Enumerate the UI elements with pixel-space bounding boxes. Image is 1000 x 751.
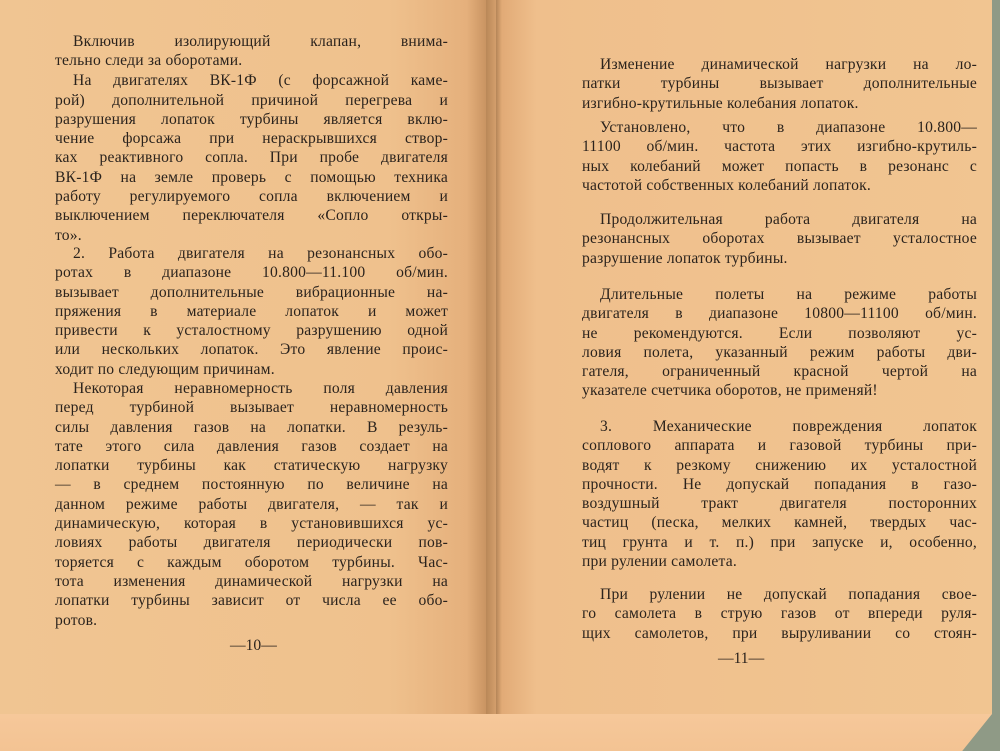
text-line: прочности. Не допускай попадания в газо- <box>582 475 977 493</box>
paragraph <box>582 417 977 571</box>
text-line: силы давления газов на лопатки. В резуль- <box>55 418 448 436</box>
text-line: тельно следи за оборотами. <box>55 52 243 70</box>
text-line: изгибно-крутильные колебания лопаток. <box>582 94 859 112</box>
paragraph <box>55 71 448 245</box>
text-line: чение форсажа при нераскрывшихся створ- <box>55 130 448 148</box>
text-line: ловия полета, указанный режим работы дви- <box>582 343 977 361</box>
text-line: ловиях работы двигателя периодически пов- <box>55 534 448 552</box>
paragraph <box>55 32 448 71</box>
text-line: перед турбиной вызывает неравномерность <box>55 399 448 417</box>
paragraph <box>55 244 448 379</box>
paragraph <box>582 210 977 268</box>
page-number-left: —10— <box>230 637 277 654</box>
text-line: торяется с каждым оборотом турбины. Час- <box>55 553 448 571</box>
text-line: лопатки турбины зависит от числа ее обо- <box>55 592 448 610</box>
text-line: При рулении не допускай попадания свое- <box>600 586 977 603</box>
text-line: тате этого сила давления газов создает на <box>55 437 448 455</box>
text-line: патки турбины вызывает дополнительные <box>582 75 977 93</box>
text-line: резонансных оборотах вызывает усталостное <box>582 230 977 248</box>
text-line: частиц (песка, мелких камней, твердых час- <box>582 514 977 532</box>
text-line: рой) дополнительной причиной перегрева и <box>55 91 448 109</box>
text-line: Продолжительная работа двигателя на <box>600 211 977 228</box>
paragraph <box>582 118 977 195</box>
text-line: данном режиме работы двигателя, — так и <box>55 495 448 513</box>
text-line: разрушения лопаток турбины является вклю- <box>55 110 448 128</box>
text-line: то». <box>55 226 82 244</box>
text-line: На двигателях ВК-1Ф (с форсажной каме- <box>73 72 448 90</box>
text-line: ротах в диапазоне 10.800—11.100 об/мин. <box>55 264 448 282</box>
text-line: ротов. <box>55 611 98 629</box>
text-line: щих самолетов, при выруливании со стоян- <box>582 624 977 642</box>
text-line: воздушный тракт двигателя посторонних <box>582 495 977 513</box>
page-bottom-edge <box>0 714 992 751</box>
text-line: работу регулируемого сопла включением и <box>55 188 448 206</box>
text-line: тиц грунта и т. п.) при запуске и, особенно, <box>582 533 977 551</box>
text-line: Изменение динамической нагрузки на ло- <box>600 56 977 73</box>
text-line: лопатки турбины как статическую нагрузку <box>55 457 448 475</box>
text-line: или нескольких лопаток. Это явление проис- <box>55 341 448 359</box>
text-line: водят к резкому снижению их усталостной <box>582 456 977 474</box>
text-line: частотой собственных колебаний лопаток. <box>582 176 871 194</box>
paragraph <box>582 55 977 113</box>
text-line: Длительные полеты на режиме работы <box>600 286 977 303</box>
text-line: ходит по следующим причинам. <box>55 360 275 378</box>
text-line: — в среднем постоянную по величине на <box>55 476 448 494</box>
text-line: го самолета в струю газов от впереди руля- <box>582 605 977 623</box>
paragraph <box>55 379 448 630</box>
text-line: Включив изолирующий клапан, внима- <box>73 33 448 50</box>
text-line: тота изменения динамической нагрузки на <box>55 572 448 590</box>
book-gutter <box>496 0 502 714</box>
page-number-right: —11— <box>718 650 765 667</box>
text-line: Установлено, что в диапазоне 10.800— <box>600 119 977 136</box>
text-line: двигателя в диапазоне 10800—11100 об/мин. <box>582 305 977 323</box>
text-line: 3. Механические повреждения лопаток <box>600 418 977 435</box>
text-line: указателе счетчика оборотов, не применяй! <box>582 382 878 400</box>
text-line: 11100 об/мин. частота этих изгибно-крутиль- <box>582 138 977 156</box>
text-line: пряжения в материале лопаток и может <box>55 302 448 320</box>
text-line: гателя, ограниченный красной чертой на <box>582 363 977 381</box>
text-line: 2. Работа двигателя на резонансных обо- <box>73 245 448 262</box>
text-line: ных колебаний может попасть в резонанс с <box>582 157 977 175</box>
text-line: привести к усталостному разрушению одной <box>55 322 448 340</box>
text-line: не рекомендуются. Если позволяют ус- <box>582 324 977 342</box>
text-line: разрушение лопаток турбины. <box>582 249 788 267</box>
text-line: Некоторая неравномерность поля давления <box>73 380 448 397</box>
left-page <box>0 0 486 714</box>
text-line: при рулении самолета. <box>582 553 737 571</box>
paragraph <box>582 285 977 401</box>
right-page <box>486 0 992 714</box>
text-line: соплового аппарата и газовой турбины при- <box>582 437 977 455</box>
text-line: ках реактивного сопла. При пробе двигателя <box>55 149 448 167</box>
text-line: выключением переключателя «Сопло откры- <box>55 207 448 225</box>
text-line: ВК-1Ф на земле проверь с помощью техника <box>55 168 448 186</box>
text-line: динамическую, которая в установившихся ус- <box>55 515 448 533</box>
paragraph <box>582 585 977 643</box>
text-line: вызывает дополнительные вибрационные на- <box>55 283 448 301</box>
